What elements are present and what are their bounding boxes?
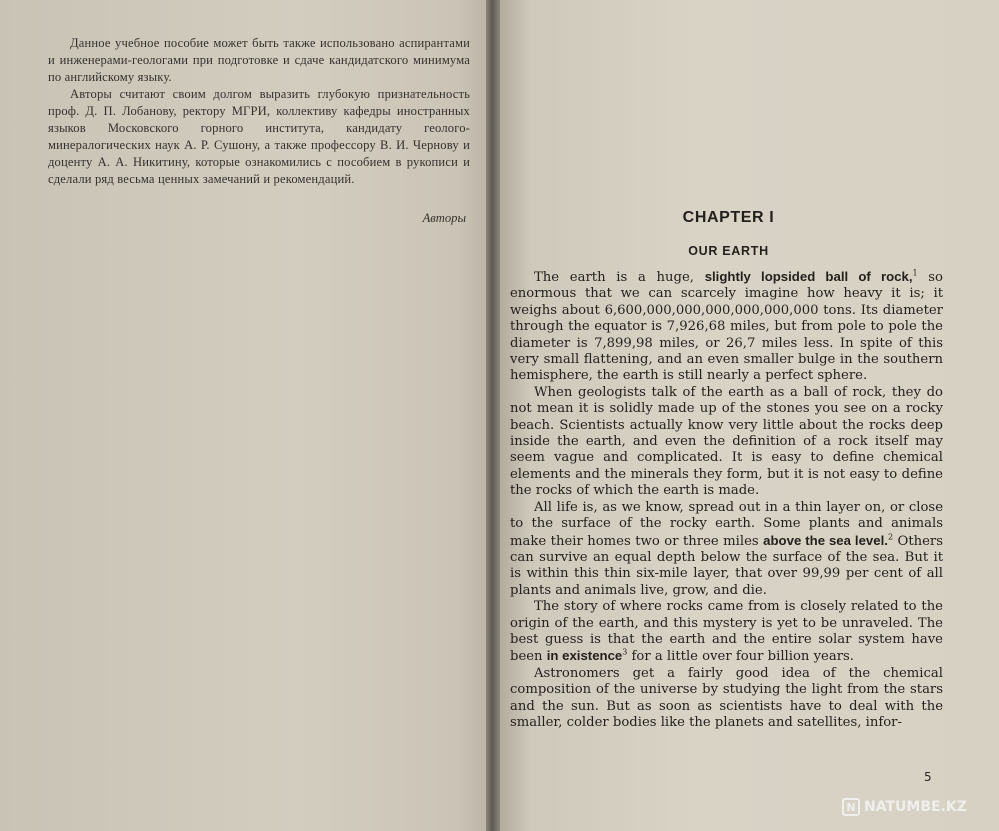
- p4-text-a: The story of where rocks came from is closely related to the origin of the earth, and this mystery is yet to be unraveled. The best guess is that the earth and the entire solar system have been: [510, 599, 943, 665]
- body-paragraph-5: Astronomers get a fairly good idea of the chemical composition of the universe by studying the light from the stars and the sun. But as soon as scientists have to deal with the smaller, colder bodies like the planets and satellites, infor-: [510, 665, 943, 730]
- footnote-marker-3: 3: [622, 647, 628, 657]
- preface-text: [48, 35, 470, 188]
- site-watermark: [842, 796, 967, 818]
- body-paragraph-4: [510, 599, 943, 666]
- chapter-body: [510, 269, 943, 731]
- authors-signature: Авторы: [422, 211, 466, 225]
- p1-text-a: The earth is a huge,: [534, 270, 705, 285]
- p3-text-a: All life is, as we know, spread out in a thin layer on, or close to the surface of the rocky earth. Some plants and animals make their homes two or three miles: [510, 499, 943, 549]
- glossary-term-3: in existence: [546, 648, 623, 664]
- body-paragraph-3: [510, 500, 943, 599]
- left-page: [0, 0, 497, 831]
- glossary-term-1: slightly lopsided ball of rock,: [704, 269, 913, 284]
- p1-text-c: so enormous that we can scarcely imagine how heavy it is; it weighs about 6,600,000,000,000,000,000,000 tons. Its diameter through the equator is 7,926,68 miles, but from pole to pole the diameter is 7,899,98 miles, or 26,7 miles less. In spite of this very small flattening, and an even smaller bulge in the southern hemisphere, the earth is still nearly a perfect sphere.: [510, 270, 943, 384]
- chapter-title: CHAPTER I: [682, 209, 775, 226]
- book-gutter: [486, 0, 500, 831]
- footnote-marker-2: 2: [887, 532, 894, 542]
- glossary-term-2: above the sea level.: [763, 532, 888, 548]
- p4-text-c: for a little over four billion years.: [627, 649, 854, 665]
- body-paragraph-2: When geologists talk of the earth as a ball of rock, they do not mean it is solidly made up of the stones you see on a rocky beach. Scientists actually know very little about the rocks deep inside the earth, and even the definition of a rock itself may seem vague and complicated. It is easy to define chemical elements and the minerals they form, but it is not easy to define the rocks of which the earth is made.: [510, 384, 943, 499]
- body-paragraph-1: [510, 269, 943, 385]
- natumbe-logo-icon: N: [842, 798, 860, 816]
- page-number: 5: [924, 770, 932, 784]
- section-title: OUR EARTH: [688, 244, 769, 258]
- preface-paragraph-2: Авторы считают своим долгом выразить глубокую признательность проф. Д. П. Лобанову, ректору МГРИ, коллективу кафедры иностранных языков Московского горного института, кандидату геолого-минералогических наук А. Р. Сушону, а также профессору В. И. Чернову и доценту А. А. Никитину, которые ознакомились с пособием в рукописи и сделали ряд весьма ценных замечаний и рекомендаций.: [48, 87, 470, 186]
- watermark-text: NATUMBE.KZ: [864, 799, 967, 815]
- footnote-marker-1: 1: [912, 268, 918, 278]
- p3-text-c: Others can survive an equal depth below the surface of the sea. But it is within this thin six-mile layer, that over 99,99 per cent of all plants and animals live, grow, and die.: [510, 533, 943, 598]
- preface-paragraph-1: Данное учебное пособие может быть также использовано аспирантами и инженерами-геологами при подготовке и сдаче кандидатского минимума по английскому языку.: [48, 36, 470, 84]
